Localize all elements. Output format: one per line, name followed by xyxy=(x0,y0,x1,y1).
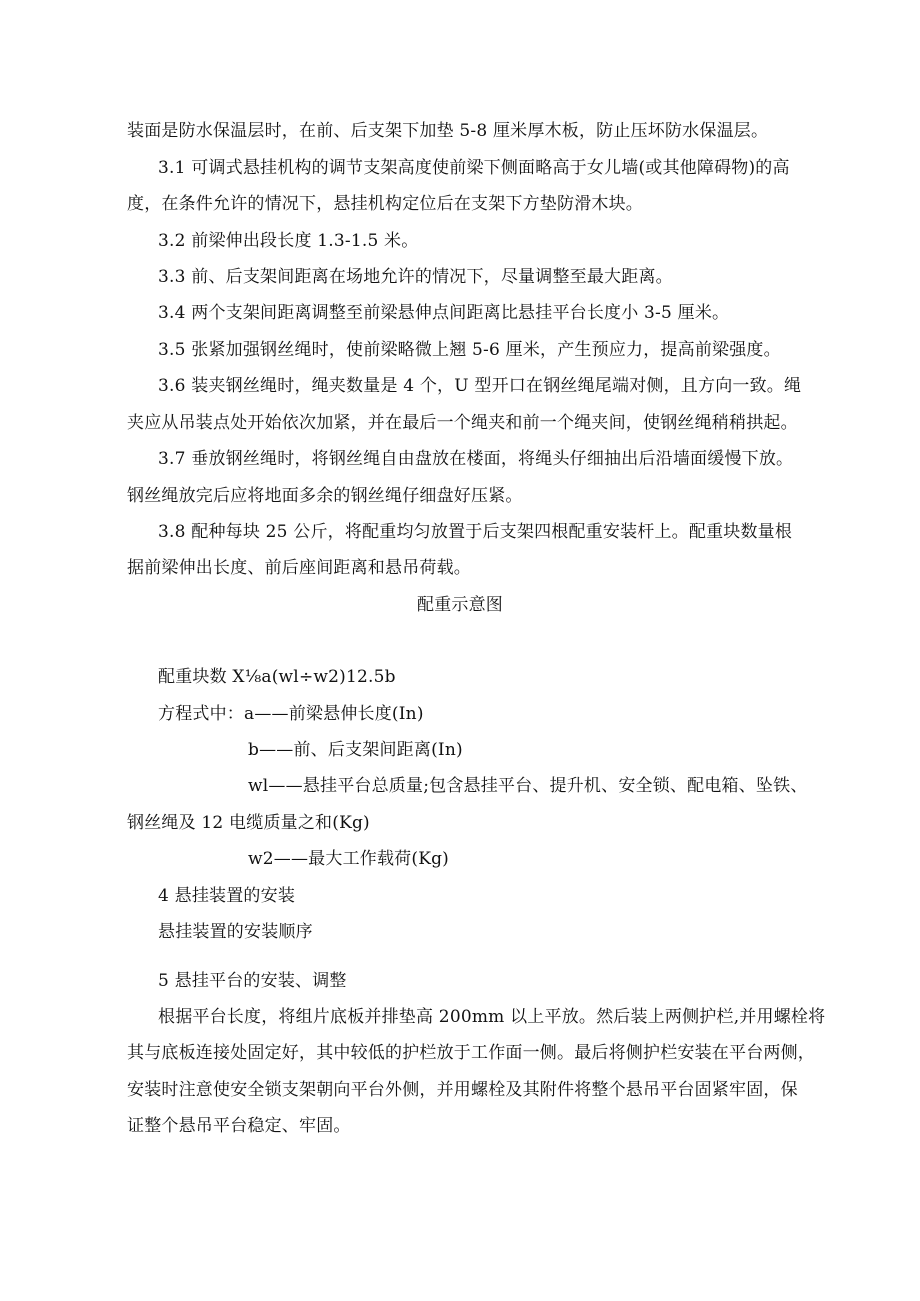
text-line-3: 度，在条件允许的情况下，悬挂机构定位后在支架下方垫防滑木块。 xyxy=(127,194,643,214)
text-line-7: 3.5 张紧加强钢丝绳时，使前梁略微上翘 5-6 厘米，产生预应力，提高前梁强度。 xyxy=(158,340,781,360)
formula-explanation-a: 方程式中：a——前梁悬伸长度(In) xyxy=(158,704,424,724)
text-line-section5-2: 其与底板连接处固定好，其中较低的护栏放于工作面一侧。最后将侧护栏安装在平台两侧， xyxy=(127,1043,815,1063)
formula-explanation-w1-continued: 钢丝绳及 12 电缆质量之和(Kg) xyxy=(127,813,370,833)
text-line-8: 3.6 装夹钢丝绳时，绳夹数量是 4 个，U 型开口在钢丝绳尾端对侧，且方向一致。绳 xyxy=(158,376,802,396)
section-heading-5: 5 悬挂平台的安装、调整 xyxy=(158,971,347,991)
section-subheading-4: 悬挂装置的安装顺序 xyxy=(158,922,313,942)
text-line-section5-4: 证整个悬吊平台稳定、牢固。 xyxy=(127,1116,351,1136)
text-line-9: 夹应从吊装点处开始依次加紧，并在最后一个绳夹和前一个绳夹间，使钢丝绳稍稍拱起。 xyxy=(127,413,798,433)
text-line-13: 据前梁伸出长度、前后座间距离和悬吊荷载。 xyxy=(127,558,471,578)
text-line-2: 3.1 可调式悬挂机构的调节支架高度使前梁下侧面略高于女儿墙(或其他障碍物)的高 xyxy=(158,158,790,178)
text-line-section5-3: 安装时注意使安全锁支架朝向平台外侧，并用螺栓及其附件将整个悬吊平台固紧牢固，保 xyxy=(127,1080,798,1100)
section-heading-4: 4 悬挂装置的安装 xyxy=(158,886,296,906)
text-line-4: 3.2 前梁伸出段长度 1.3-1.5 米。 xyxy=(158,231,419,251)
text-line-1: 装面是防水保温层时，在前、后支架下加垫 5-8 厘米厚木板，防止压坏防水保温层。 xyxy=(127,121,769,141)
text-line-10: 3.7 垂放钢丝绳时，将钢丝绳自由盘放在楼面，将绳头仔细抽出后沿墙面缓慢下放。 xyxy=(158,449,794,469)
formula-explanation-b: b——前、后支架间距离(In) xyxy=(248,740,463,760)
text-line-section5-1: 根据平台长度，将组片底板并排垫高 200mm 以上平放。然后装上两侧护栏,并用螺栓将 xyxy=(158,1007,826,1027)
text-line-6: 3.4 两个支架间距离调整至前梁悬伸点间距离比悬挂平台长度小 3-5 厘米。 xyxy=(158,303,730,323)
text-line-11: 钢丝绳放完后应将地面多余的钢丝绳仔细盘好压紧。 xyxy=(127,486,523,506)
text-line-12: 3.8 配种每块 25 公斤，将配重均匀放置于后支架四根配重安装杆上。配重块数量根 xyxy=(158,522,793,542)
figure-caption: 配重示意图 xyxy=(417,595,503,615)
formula-line: 配重块数 X⅛a(wl÷w2)12.5b xyxy=(158,667,396,687)
formula-explanation-w1: wl——悬挂平台总质量;包含悬挂平台、提升机、安全锁、配电箱、坠铁、 xyxy=(248,776,808,796)
text-line-5: 3.3 前、后支架间距离在场地允许的情况下，尽量调整至最大距离。 xyxy=(158,267,673,287)
formula-explanation-w2: w2——最大工作载荷(Kg) xyxy=(248,849,450,869)
